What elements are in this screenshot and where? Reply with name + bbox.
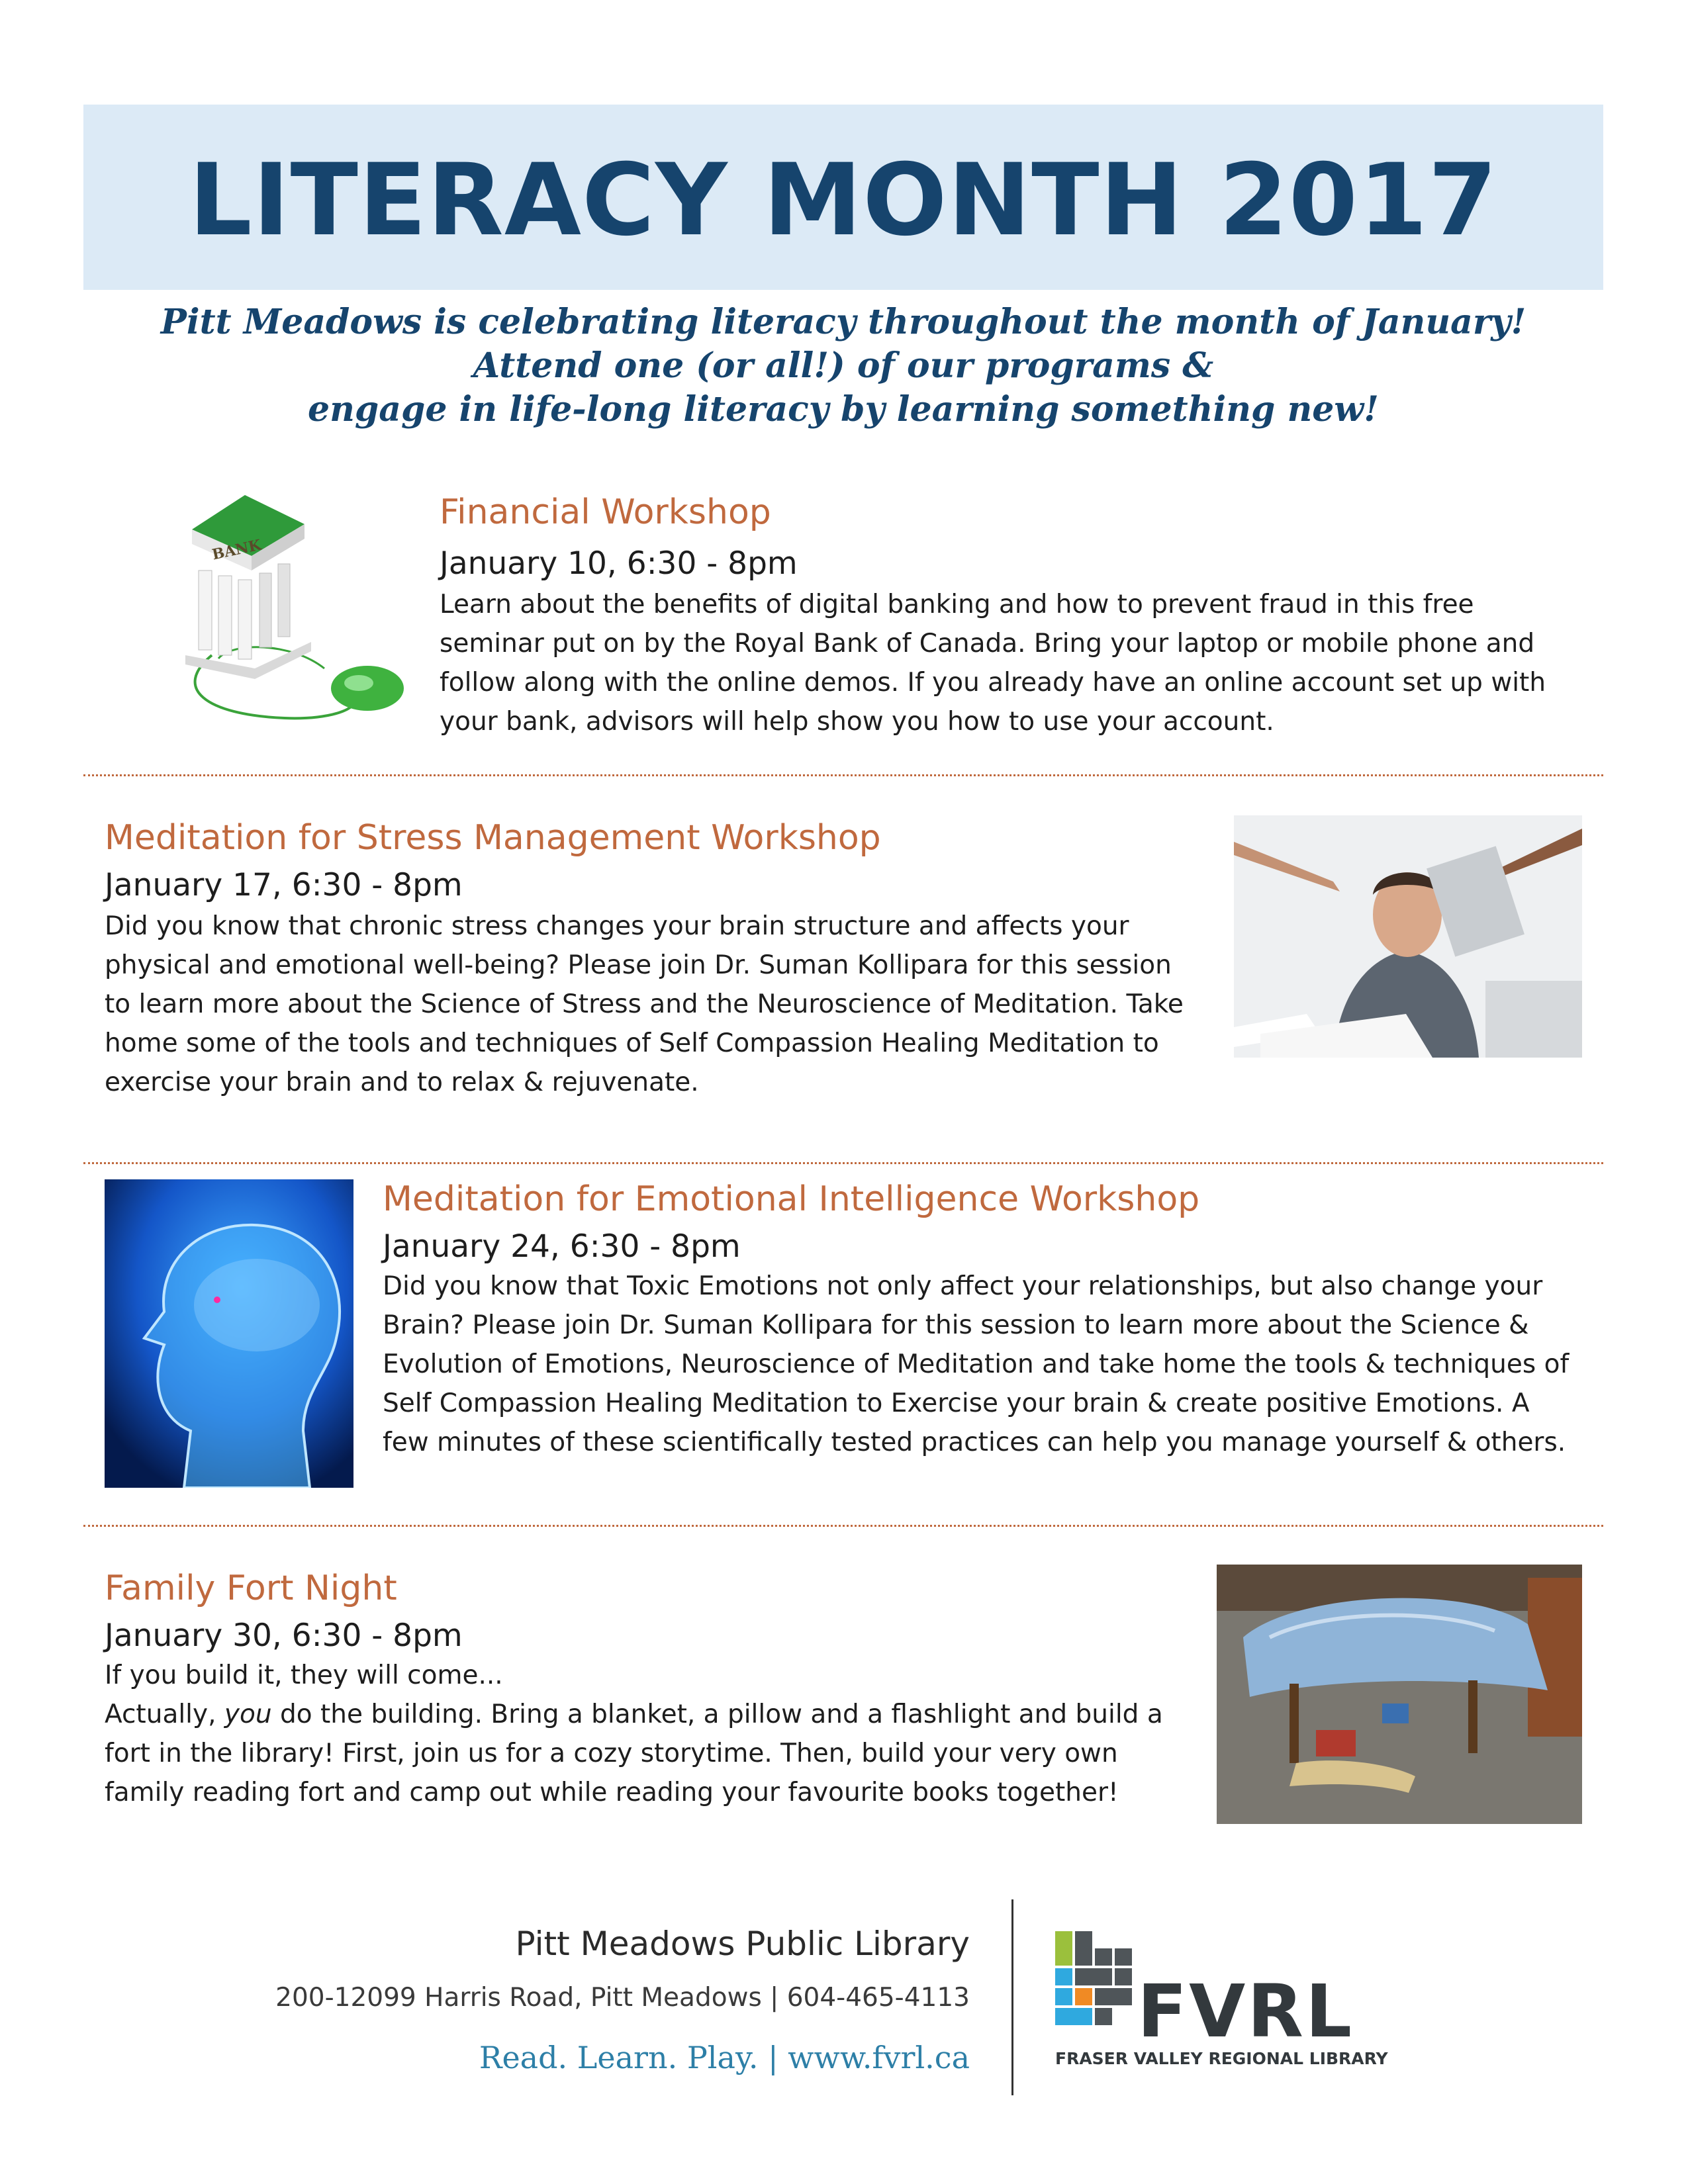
bank-sign-label: BANK [211, 536, 263, 564]
title-banner [83, 105, 1603, 290]
text-run: Actually, [105, 1700, 224, 1729]
event-date: January 24, 6:30 - 8pm [383, 1228, 741, 1265]
library-address: 200-12099 Harris Road, Pitt Meadows | 604-465-4113 [275, 1983, 970, 2013]
intro-line: Pitt Meadows is celebrating literacy throughout the month of January! [160, 302, 1526, 342]
brain-head-image [105, 1179, 353, 1488]
event-description [105, 907, 1184, 1102]
event-date: January 10, 6:30 - 8pm [440, 545, 798, 582]
fvrl-logo-word: FVRL [1137, 1969, 1354, 2054]
description-line: your bank, advisors will help show you how to use your account. [440, 707, 1274, 737]
bank-illustration [113, 490, 417, 735]
library-name: Pitt Meadows Public Library [515, 1925, 970, 1963]
intro-line: engage in life-long literacy by learning something new! [308, 389, 1379, 430]
emphasis-text: you [224, 1700, 272, 1729]
section-divider [83, 1162, 1603, 1164]
description-line: Self Compassion Healing Meditation to Exercise your brain & create positive Emotions. A [383, 1388, 1530, 1418]
intro-line: Attend one (or all!) of our programs & [473, 345, 1214, 386]
description-line: Did you know that Toxic Emotions not only affect your relationships, but also change your [383, 1271, 1543, 1301]
description-line: physical and emotional well-being? Please join Dr. Suman Kollipara for this session [105, 950, 1172, 980]
description-line: to learn more about the Science of Stress and the Neuroscience of Meditation. Take [105, 989, 1184, 1019]
event-date: January 30, 6:30 - 8pm [105, 1617, 463, 1654]
event-description [105, 1656, 1163, 1812]
text-run: do the building. Bring a blanket, a pillow and a flashlight and build a [271, 1700, 1163, 1729]
stressed-man-photo [1234, 815, 1582, 1058]
description-line: home some of the tools and techniques of Self Compassion Healing Meditation to [105, 1028, 1159, 1058]
description-line [105, 1695, 1163, 1734]
section-divider [83, 1525, 1603, 1527]
event-description [383, 1267, 1569, 1462]
description-line: If you build it, they will come... [105, 1661, 503, 1690]
fvrl-logo-subtitle: FRASER VALLEY REGIONAL LIBRARY [1055, 2049, 1388, 2068]
description-line: family reading fort and camp out while reading your favourite books together! [105, 1778, 1119, 1807]
footer-divider [1011, 1899, 1013, 2095]
intro-text [83, 300, 1603, 432]
description-line: Learn about the benefits of digital banking and how to prevent fraud in this free [440, 590, 1474, 619]
description-line: few minutes of these scientifically tested practices can help you manage yourself & others. [383, 1428, 1566, 1457]
event-title: Meditation for Stress Management Workshop [105, 818, 881, 858]
section-divider [83, 774, 1603, 776]
event-title: Meditation for Emotional Intelligence Workshop [383, 1179, 1200, 1219]
library-tagline: Read. Learn. Play. | www.fvrl.ca [479, 2040, 970, 2075]
description-line: fort in the library! First, join us for a cozy storytime. Then, build your very own [105, 1739, 1118, 1768]
event-title: Family Fort Night [105, 1569, 397, 1608]
page-title: LITERACY MONTH 2017 [189, 143, 1498, 258]
event-title: Financial Workshop [440, 492, 771, 532]
description-line: Did you know that chronic stress changes your brain structure and affects your [105, 911, 1129, 941]
description-line: Brain? Please join Dr. Suman Kollipara for this session to learn more about the Science & [383, 1310, 1529, 1340]
event-description [440, 585, 1546, 741]
event-date: January 17, 6:30 - 8pm [105, 867, 463, 903]
blanket-fort-photo [1217, 1565, 1582, 1824]
description-line: exercise your brain and to relax & rejuvenate. [105, 1068, 699, 1097]
description-line: Evolution of Emotions, Neuroscience of Meditation and take home the tools & techniques of [383, 1349, 1570, 1379]
description-line: seminar put on by the Royal Bank of Canada. Bring your laptop or mobile phone and [440, 629, 1535, 659]
description-line: follow along with the online demos. If you already have an online account set up with [440, 668, 1546, 698]
fvrl-logo [1055, 1931, 1135, 2044]
